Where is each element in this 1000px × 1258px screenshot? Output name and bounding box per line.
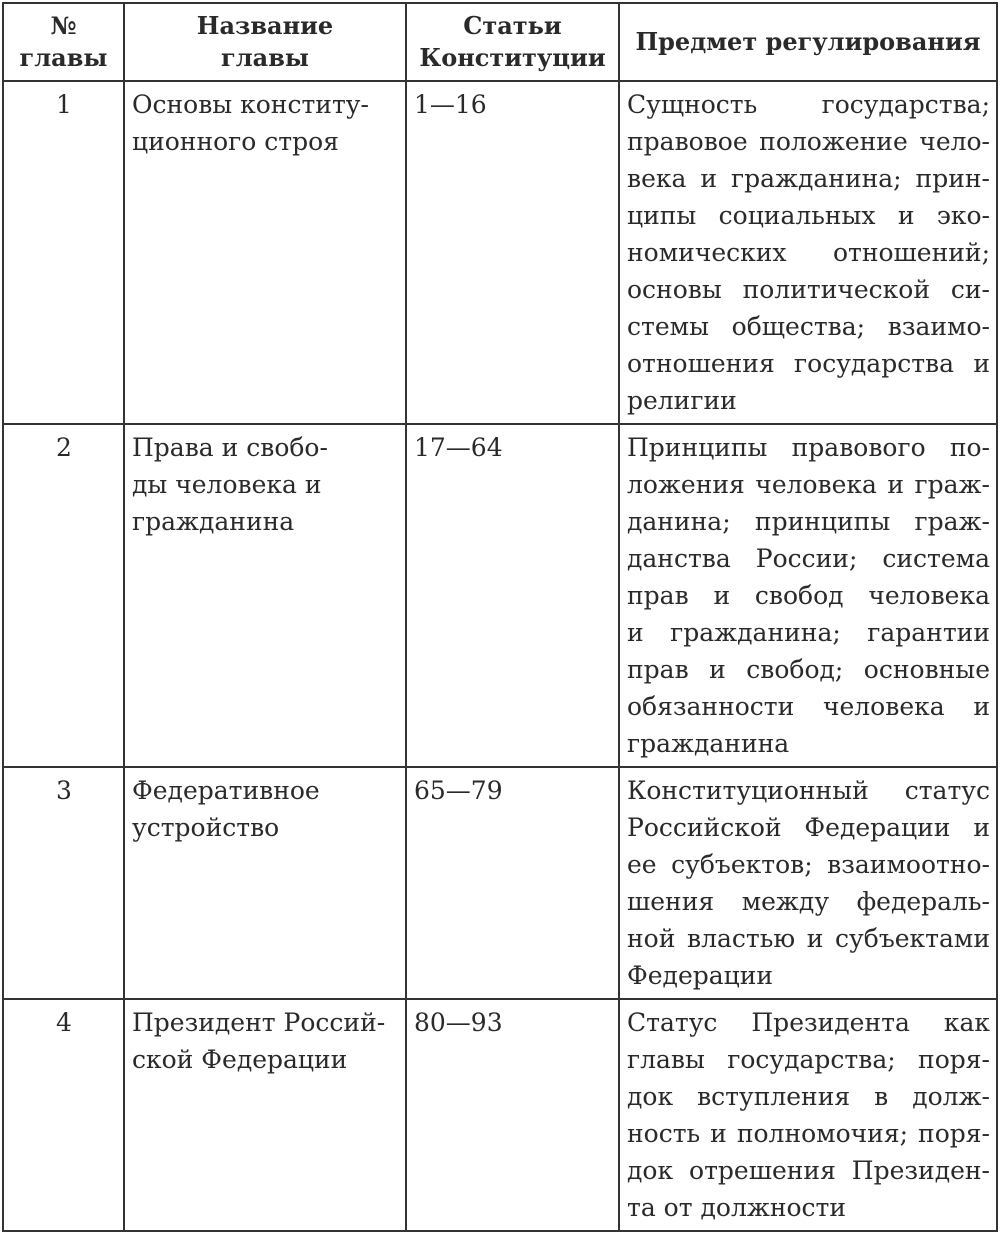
header-row — [3, 3, 997, 81]
articles-cell: 80—93 — [406, 999, 619, 1231]
header-chapter-name: Название главы — [124, 3, 406, 81]
chapter-number-cell: 3 — [3, 767, 124, 999]
chapter-name-cell: Основы конститу- ционного строя — [124, 81, 406, 424]
subject-cell: Принципы правового по- ложения человека и граж- данина; принципы граж- данства России; система прав и свобод человека и гражданина; гарантии прав и свобод; основные обязанности человека и гражданина — [619, 424, 997, 767]
subject-cell: Конституционный статус Российской Федерации и ее субъектов; взаимоотно- шения между федераль- ной властью и субъектами Федерации — [619, 767, 997, 999]
articles-cell: 17—64 — [406, 424, 619, 767]
table-row — [3, 424, 997, 767]
constitution-chapters-table — [2, 2, 998, 1232]
table-row — [3, 81, 997, 424]
chapter-name-cell: Права и свобо- ды человека и гражданина — [124, 424, 406, 767]
chapter-number-cell: 1 — [3, 81, 124, 424]
chapter-number-cell: 2 — [3, 424, 124, 767]
table-row — [3, 767, 997, 999]
table-row — [3, 999, 997, 1231]
subject-cell: Статус Президента как главы государства; поря- док вступления в долж- ность и полномочия; поря- док отрешения Президен- та от должности — [619, 999, 997, 1231]
chapter-name-cell: Президент Россий- ской Федерации — [124, 999, 406, 1231]
table-header — [3, 3, 997, 81]
articles-cell: 1—16 — [406, 81, 619, 424]
header-articles: Статьи Конституции — [406, 3, 619, 81]
subject-cell: Сущность государства; правовое положение чело- века и гражданина; прин- ципы социальных и эко- номических отношений; основы политической си- стемы общества; взаимо- отношения государства и религии — [619, 81, 997, 424]
header-chapter-number: № главы — [3, 3, 124, 81]
header-subject: Предмет регулирования — [619, 3, 997, 81]
chapter-number-cell: 4 — [3, 999, 124, 1231]
chapter-name-cell: Федеративное устройство — [124, 767, 406, 999]
articles-cell: 65—79 — [406, 767, 619, 999]
table-body — [3, 81, 997, 1231]
